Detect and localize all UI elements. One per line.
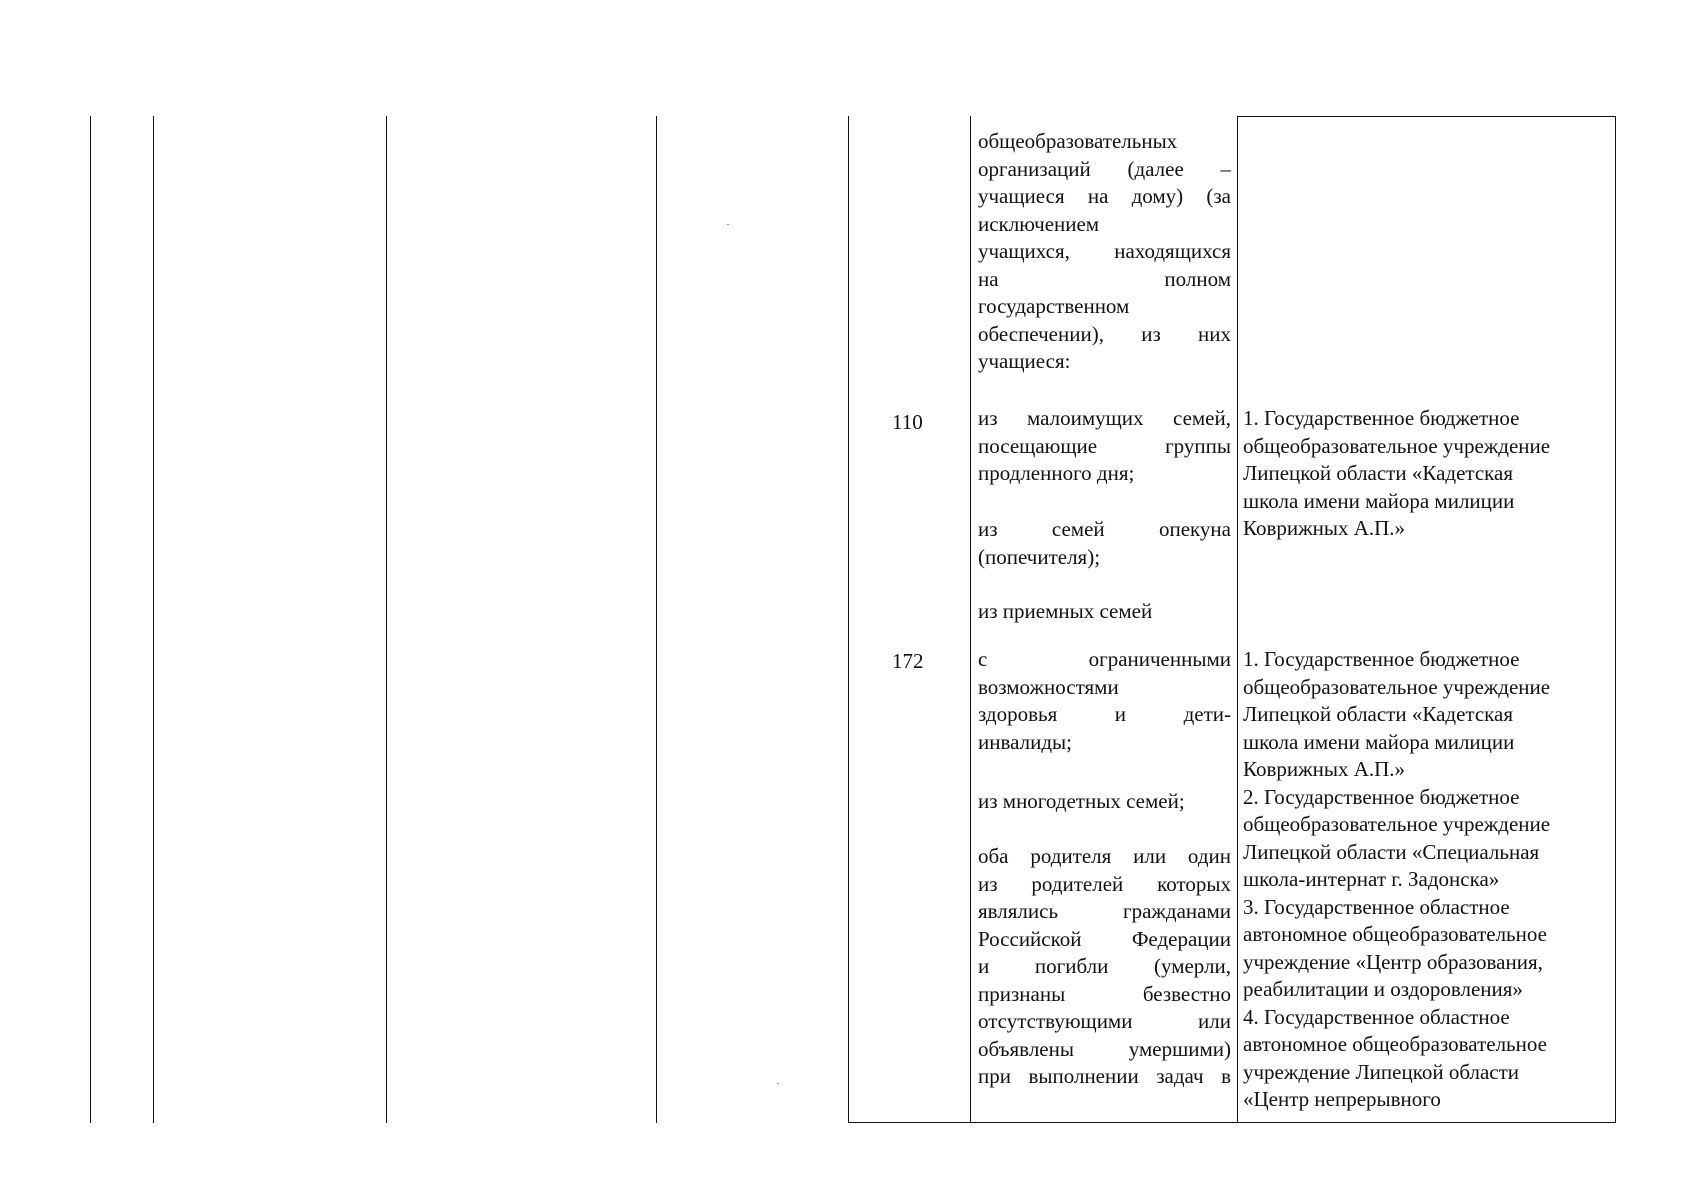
text-line: посещающие группы: [978, 433, 1231, 458]
text-line: продленного дня;: [978, 461, 1135, 485]
text-line: признаны безвестно: [978, 981, 1231, 1006]
text-line: школа имени майора милиции: [1243, 729, 1515, 754]
row-categories: [978, 405, 1231, 488]
row-categories: [978, 788, 1231, 816]
text-line: и погибли (умерли,: [978, 954, 1231, 978]
table-bottom-border: [848, 1122, 1616, 1123]
table-rule-left: [848, 116, 849, 1123]
text-line: общеобразовательное учреждение: [1243, 812, 1551, 836]
text-line: исключением: [978, 211, 1100, 236]
row-categories: [978, 843, 1231, 1091]
text-line: из малоимущих семей,: [978, 406, 1231, 430]
text-line: Коврижных А.П.»: [1243, 516, 1406, 540]
text-line: «Центр непрерывного: [1243, 1087, 1441, 1111]
text-line: оба родителя или один: [978, 844, 1231, 868]
text-line: являлись гражданами: [978, 899, 1231, 923]
text-line: учащиеся:: [978, 349, 1071, 373]
text-line: учащихся, находящихся: [978, 239, 1231, 263]
column-rule-3: [386, 116, 387, 1123]
text-line: Коврижных А.П.»: [1243, 757, 1406, 781]
column-rule-4: [656, 116, 657, 1123]
text-line: из родителей которых: [978, 871, 1231, 896]
text-line: возможностями: [978, 674, 1119, 699]
row-institutions: [1243, 405, 1613, 543]
text-line: государственном: [978, 294, 1130, 318]
text-line: Липецкой области «Специальная: [1243, 839, 1540, 864]
row-number: 110: [892, 410, 923, 434]
text-line: школа-интернат г. Задонска»: [1243, 867, 1500, 891]
text-line: (попечителя);: [978, 544, 1101, 569]
table-rule-right: [1615, 116, 1616, 1123]
column-rule-2: [153, 116, 154, 1123]
text-line: 4. Государственное областное: [1243, 1004, 1510, 1029]
table-rule-number-category: [970, 116, 971, 1123]
text-line: 1. Государственное бюджетное: [1243, 406, 1520, 430]
table-rule-category-institution: [1237, 116, 1238, 1123]
column-rule-1: [90, 116, 91, 1123]
scan-speck: [727, 224, 729, 225]
text-line: организаций (далее –: [978, 156, 1231, 181]
text-line: общеобразовательное учреждение: [1243, 674, 1551, 699]
text-line: из многодетных семей;: [978, 789, 1185, 813]
text-line: из приемных семей: [978, 599, 1153, 623]
text-line: общеобразовательных: [978, 129, 1178, 153]
row-institutions: [1243, 646, 1613, 1114]
text-line: Липецкой области «Кадетская: [1243, 461, 1514, 485]
text-line: реабилитации и оздоровления»: [1243, 977, 1523, 1001]
text-line: учреждение Липецкой области: [1243, 1059, 1520, 1084]
row-categories: [978, 646, 1231, 756]
text-line: инвалиды;: [978, 729, 1072, 754]
text-line: школа имени майора милиции: [1243, 488, 1515, 513]
text-line: автономное общеобразовательное: [1243, 1032, 1547, 1056]
text-line: Липецкой области «Кадетская: [1243, 702, 1514, 726]
text-line: отсутствующими или: [978, 1009, 1231, 1033]
table-top-border: [1237, 116, 1616, 117]
text-line: 2. Государственное бюджетное: [1243, 784, 1520, 809]
text-line: автономное общеобразовательное: [1243, 922, 1547, 946]
text-line: из семей опекуна: [978, 517, 1231, 541]
scan-speck: [777, 1083, 779, 1084]
text-line: 1. Государственное бюджетное: [1243, 647, 1520, 671]
text-line: здоровья и дети-: [978, 702, 1231, 726]
row-categories: [978, 598, 1231, 626]
text-line: объявлены умершими): [978, 1036, 1231, 1061]
text-line: учреждение «Центр образования,: [1243, 949, 1543, 974]
text-line: общеобразовательное учреждение: [1243, 433, 1551, 458]
text-line: при выполнении задач в: [978, 1064, 1231, 1088]
text-line: обеспечении), из них: [978, 321, 1231, 346]
text-line: с ограниченными: [978, 647, 1231, 671]
text-line: Российской Федерации: [978, 926, 1231, 951]
text-line: на полном: [978, 266, 1231, 291]
row-number: 172: [892, 649, 924, 673]
category-continuation: [978, 128, 1231, 376]
text-line: учащиеся на дому) (за: [978, 184, 1231, 208]
text-line: 3. Государственное областное: [1243, 894, 1510, 919]
row-categories: [978, 516, 1231, 571]
